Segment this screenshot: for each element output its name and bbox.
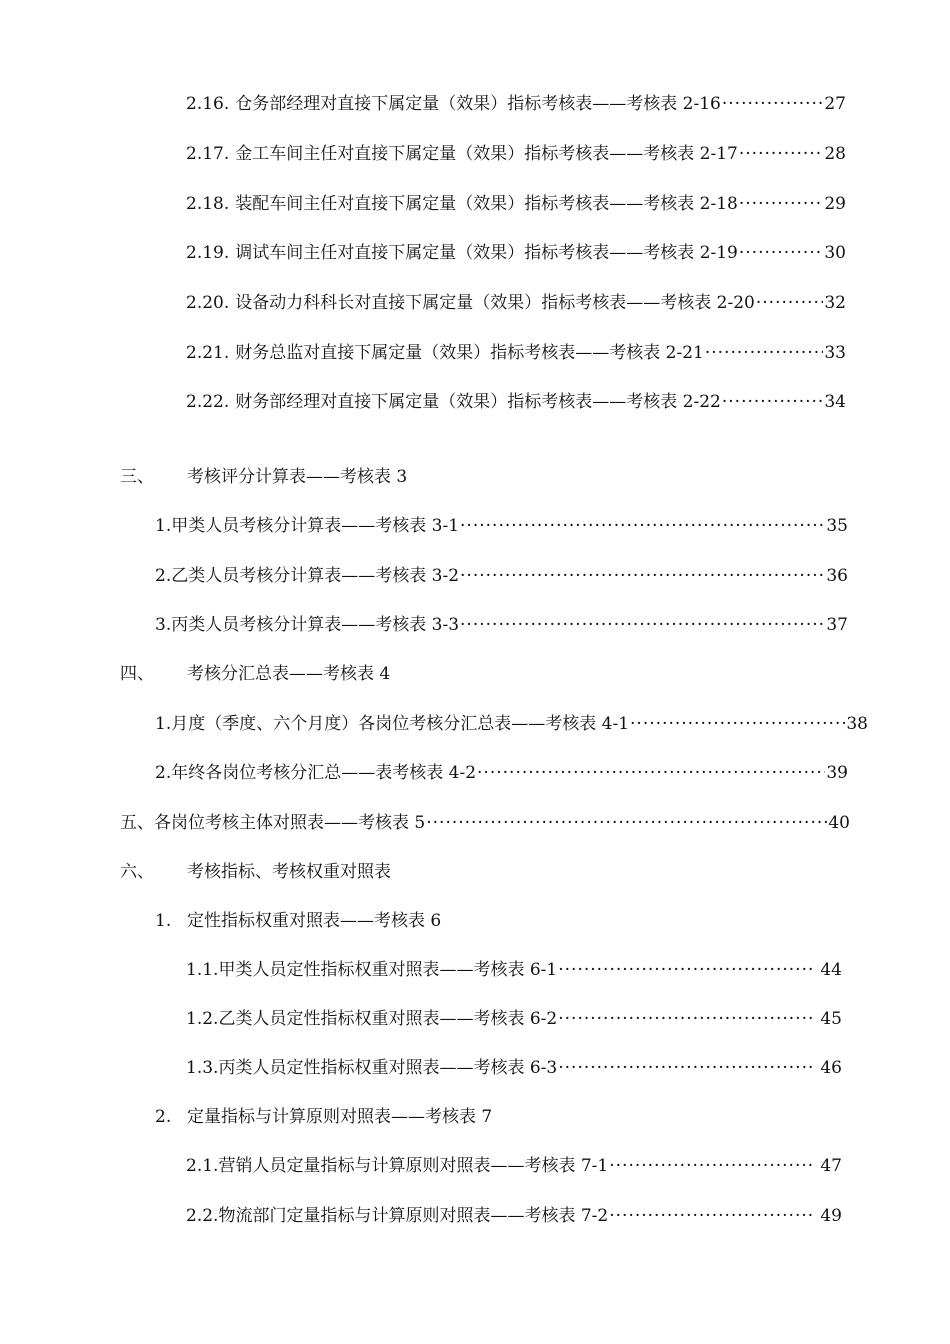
toc-leader	[460, 564, 825, 588]
toc-number: 1.	[155, 911, 172, 931]
toc-number: 2.21.	[186, 343, 230, 363]
toc-page-number: 37	[826, 615, 848, 635]
toc-leader	[558, 958, 814, 982]
toc-page-number: 29	[824, 194, 846, 214]
toc-number: 2.19.	[186, 243, 230, 263]
toc-entry-6-2-1[interactable]	[186, 1154, 842, 1178]
toc-number: 六、	[120, 862, 154, 882]
toc-leader	[558, 1056, 814, 1080]
toc-page-number: 39	[826, 763, 848, 783]
toc-entry-6-1-3[interactable]	[186, 1056, 842, 1080]
toc-page-number: 32	[824, 293, 846, 313]
toc-entry-2-20[interactable]	[186, 291, 846, 315]
toc-leader	[756, 291, 823, 315]
toc-title: 调试车间主任对直接下属定量（效果）指标考核表——考核表 2-19	[235, 243, 738, 263]
toc-title: 定性指标权重对照表——考核表 6	[187, 911, 442, 931]
toc-page-number: 46	[820, 1058, 842, 1078]
toc-number: 2.17.	[186, 144, 230, 164]
toc-title: 考核指标、考核权重对照表	[187, 862, 391, 882]
toc-title: 财务总监对直接下属定量（效果）指标考核表——考核表 2-21	[235, 343, 704, 363]
toc-number: 1.2.	[186, 1009, 219, 1029]
toc-entry-2-21[interactable]	[186, 341, 846, 365]
toc-title: 丙类人员定性指标权重对照表——考核表 6-3	[218, 1058, 558, 1078]
toc-number: 2.22.	[186, 392, 230, 412]
toc-number: 2.1.	[186, 1156, 219, 1176]
toc-title: 甲类人员考核分计算表——考核表 3-1	[171, 516, 460, 536]
toc-number: 2.18.	[186, 194, 230, 214]
toc-leader	[722, 92, 823, 116]
toc-entry-6-1[interactable]	[155, 909, 848, 933]
toc-number: 3.	[155, 615, 172, 635]
toc-title: 仓务部经理对直接下属定量（效果）指标考核表——考核表 2-16	[235, 94, 721, 114]
toc-section-3[interactable]	[120, 465, 846, 489]
toc-leader	[460, 514, 825, 538]
toc-page-number: 47	[820, 1156, 842, 1176]
toc-section-6[interactable]	[120, 860, 846, 884]
toc-page-number: 34	[824, 392, 846, 412]
toc-section-5[interactable]	[120, 811, 850, 835]
toc-page-number: 33	[824, 343, 846, 363]
toc-entry-2-22[interactable]	[186, 390, 846, 414]
toc-number: 2.20.	[186, 293, 230, 313]
toc-entry-2-18[interactable]	[186, 192, 846, 216]
toc-entry-4-2[interactable]	[155, 761, 848, 785]
toc-title: 装配车间主任对直接下属定量（效果）指标考核表——考核表 2-18	[235, 194, 738, 214]
toc-leader	[460, 613, 825, 637]
toc-title: 设备动力科科长对直接下属定量（效果）指标考核表——考核表 2-20	[235, 293, 755, 313]
toc-number: 2.	[155, 1107, 172, 1127]
toc-leader	[558, 1007, 814, 1031]
toc-leader	[477, 761, 825, 785]
toc-title: 金工车间主任对直接下属定量（效果）指标考核表——考核表 2-17	[235, 144, 738, 164]
toc-title: 乙类人员定性指标权重对照表——考核表 6-2	[218, 1009, 558, 1029]
toc-entry-2-17[interactable]	[186, 142, 846, 166]
toc-leader	[739, 192, 823, 216]
toc-title: 定量指标与计算原则对照表——考核表 7	[187, 1107, 493, 1127]
toc-number: 1.3.	[186, 1058, 219, 1078]
toc-number: 2.2.	[186, 1206, 219, 1226]
toc-title: 甲类人员定性指标权重对照表——考核表 6-1	[218, 960, 558, 980]
toc-page-number: 30	[824, 243, 846, 263]
toc-entry-6-1-2[interactable]	[186, 1007, 842, 1031]
toc-number: 五、	[120, 813, 154, 833]
toc-page-number: 45	[820, 1009, 842, 1029]
toc-entry-6-1-1[interactable]	[186, 958, 842, 982]
toc-entry-6-2-2[interactable]	[186, 1204, 842, 1228]
toc-title: 各岗位考核主体对照表——考核表 5	[154, 813, 426, 833]
toc-leader	[739, 241, 823, 265]
toc-title: 财务部经理对直接下属定量（效果）指标考核表——考核表 2-22	[235, 392, 721, 412]
toc-leader	[705, 341, 823, 365]
toc-entry-3-1[interactable]	[155, 514, 848, 538]
toc-entry-4-1[interactable]	[155, 712, 868, 736]
toc-page-number: 27	[824, 94, 846, 114]
toc-leader	[609, 1204, 814, 1228]
toc-page-number: 38	[846, 714, 868, 734]
toc-page-number: 36	[826, 566, 848, 586]
toc-page-number: 28	[824, 144, 846, 164]
toc-title: 考核分汇总表——考核表 4	[187, 664, 391, 684]
toc-page-number: 35	[826, 516, 848, 536]
toc-title: 丙类人员考核分计算表——考核表 3-3	[171, 615, 460, 635]
toc-leader	[739, 142, 823, 166]
toc-title: 考核评分计算表——考核表 3	[187, 467, 408, 487]
toc-number: 三、	[120, 467, 154, 487]
toc-section-4[interactable]	[120, 662, 846, 686]
toc-number: 2.	[155, 763, 172, 783]
toc-entry-6-2[interactable]	[155, 1105, 848, 1129]
toc-page-number: 40	[828, 813, 850, 833]
toc-title: 营销人员定量指标与计算原则对照表——考核表 7-1	[218, 1156, 609, 1176]
toc-leader	[630, 712, 845, 736]
toc-page-number: 49	[820, 1206, 842, 1226]
toc-leader	[722, 390, 823, 414]
toc-number: 2.16.	[186, 94, 230, 114]
toc-number: 1.	[155, 516, 172, 536]
toc-entry-2-16[interactable]	[186, 92, 846, 116]
toc-leader	[609, 1154, 814, 1178]
toc-entry-3-2[interactable]	[155, 564, 848, 588]
toc-title: 月度（季度、六个月度）各岗位考核分汇总表——考核表 4-1	[171, 714, 630, 734]
toc-leader	[426, 811, 827, 835]
toc-page-number: 44	[820, 960, 842, 980]
toc-number: 2.	[155, 566, 172, 586]
toc-title: 乙类人员考核分计算表——考核表 3-2	[171, 566, 460, 586]
toc-title: 物流部门定量指标与计算原则对照表——考核表 7-2	[218, 1206, 609, 1226]
toc-number: 1.1.	[186, 960, 219, 980]
toc-number: 四、	[120, 664, 154, 684]
toc-number: 1.	[155, 714, 172, 734]
toc-entry-3-3[interactable]	[155, 613, 848, 637]
toc-entry-2-19[interactable]	[186, 241, 846, 265]
toc-title: 年终各岗位考核分汇总——表考核表 4-2	[171, 763, 477, 783]
